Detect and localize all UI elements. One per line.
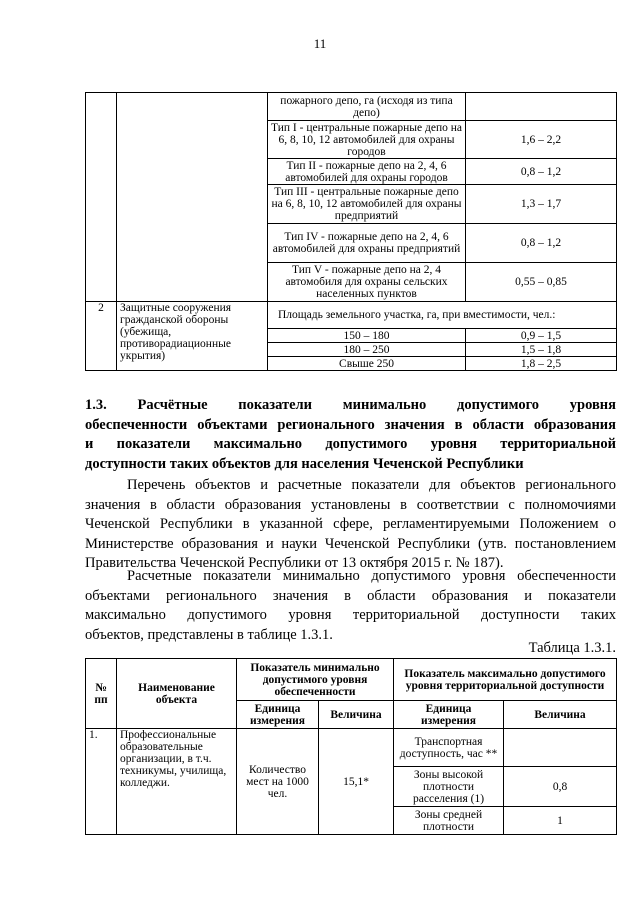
header-name: Наименование объекта (117, 659, 237, 729)
header-value: Величина (504, 701, 617, 729)
heading-line: 1.3. Расчётные показатели минимально допустимого уровня (85, 397, 616, 413)
table-cell-value: 0,8 – 1,2 (466, 224, 617, 263)
page-number: 11 (313, 36, 327, 51)
paragraph-line: Министерстве образования и науки Чеченской Республики (утв. постановлением (85, 535, 616, 552)
header-max-level: Показатель максимально допустимого уровня территориальной доступности (394, 659, 617, 701)
table-cell-param: Тип II - пожарные депо на 2, 4, 6 автомобилей для охраны городов (268, 159, 466, 185)
table-cell-name: Профессиональные образовательные организации, в т.ч. техникумы, училища, колледжи. (117, 729, 237, 835)
heading-line: и показатели максимально допустимого уровня территориальной (85, 436, 616, 452)
table-row (86, 729, 617, 767)
table-cell-unit: Зоны средней плотности (394, 807, 504, 835)
section-heading (85, 396, 616, 474)
paragraph-objects-list (85, 476, 616, 574)
table-cell-param: Площадь земельного участка, га, при вместимости, чел.: (268, 302, 617, 329)
table-cell-value: 1,5 – 1,8 (466, 343, 617, 357)
table-cell-value: 0,9 – 1,5 (466, 329, 617, 343)
paragraph-line: объектов, представлены в таблице 1.3.1. (85, 626, 333, 643)
table-education (85, 658, 617, 835)
paragraph-line: максимально допустимого уровня территориальной доступности таких (85, 607, 616, 623)
table-row (86, 93, 617, 121)
table-cell-num: 2 (86, 302, 117, 371)
header-value: Величина (319, 701, 394, 729)
header-num: № пп (86, 659, 117, 729)
table-cell-value: 15,1* (319, 729, 394, 835)
table-cell-value (466, 93, 617, 121)
paragraph-line: значения в области образования установлены в соответствии с полномочиями (85, 496, 616, 513)
table-cell-param: пожарного депо, га (исходя из типа депо) (268, 93, 466, 121)
table-cell-object: Защитные сооружения гражданской обороны (убежища, противорадиационные укрытия) (117, 302, 268, 371)
table-cell-value: 1 (504, 807, 617, 835)
header-unit: Единица измерения (394, 701, 504, 729)
table-cell-param: Тип I - центральные пожарные депо на 6, 8, 10, 12 автомобилей для охраны городов (268, 121, 466, 159)
table-cell-num: 1. (86, 729, 117, 835)
table-row (86, 302, 617, 329)
table-cell-value (504, 729, 617, 767)
table-cell-value: 1,8 – 2,5 (466, 357, 617, 371)
heading-line: доступности таких объектов для населения Чеченской Республики (85, 455, 524, 472)
table-cell-param: Тип IV - пожарные депо на 2, 4, 6 автомобилей для охраны предприятий (268, 224, 466, 263)
table-header-row (86, 659, 617, 701)
table-cell-unit: Количество мест на 1000 чел. (237, 729, 319, 835)
paragraph-line: Расчетные показатели минимально допустимого уровня обеспеченности (127, 568, 616, 584)
paragraph-line: Перечень объектов и расчетные показатели для объектов регионального (127, 477, 616, 493)
table-cell-unit: Зоны высокой плотности расселения (1) (394, 767, 504, 807)
table-cell-value: 1,6 – 2,2 (466, 121, 617, 159)
table-cell-object (117, 93, 268, 302)
table-cell-capacity: 180 – 250 (268, 343, 466, 357)
table-cell-num (86, 93, 117, 302)
table-cell-capacity: Свыше 250 (268, 357, 466, 371)
table-cell-value: 0,8 (504, 767, 617, 807)
table-cell-value: 0,55 – 0,85 (466, 263, 617, 302)
table-caption: Таблица 1.3.1. (528, 640, 616, 656)
table-cell-param: Тип III - центральные пожарные депо на 6, 8, 10, 12 автомобилей для охраны предприятий (268, 185, 466, 224)
paragraph-indicators (85, 567, 616, 645)
table-cell-unit: Транспортная доступность, час ** (394, 729, 504, 767)
paragraph-line: Правительства Чеченской Республики от 13 октября 2015 г. № 187). (85, 555, 504, 571)
table-cell-value: 1,3 – 1,7 (466, 185, 617, 224)
paragraph-line: объектами регионального значения в области образования и показатели (85, 587, 616, 604)
table-cell-capacity: 150 – 180 (268, 329, 466, 343)
table-fire-depot (85, 92, 617, 371)
header-min-level: Показатель минимально допустимого уровня обеспеченности (237, 659, 394, 701)
table-cell-value: 0,8 – 1,2 (466, 159, 617, 185)
table-cell-param: Тип V - пожарные депо на 2, 4 автомобиля для охраны сельских населенных пунктов (268, 263, 466, 302)
heading-line: обеспеченности объектами регионального значения в области образования (85, 416, 616, 433)
paragraph-line: Чеченской Республики в указанной сфере, регламентируемыми Положением о (85, 516, 616, 532)
header-unit: Единица измерения (237, 701, 319, 729)
